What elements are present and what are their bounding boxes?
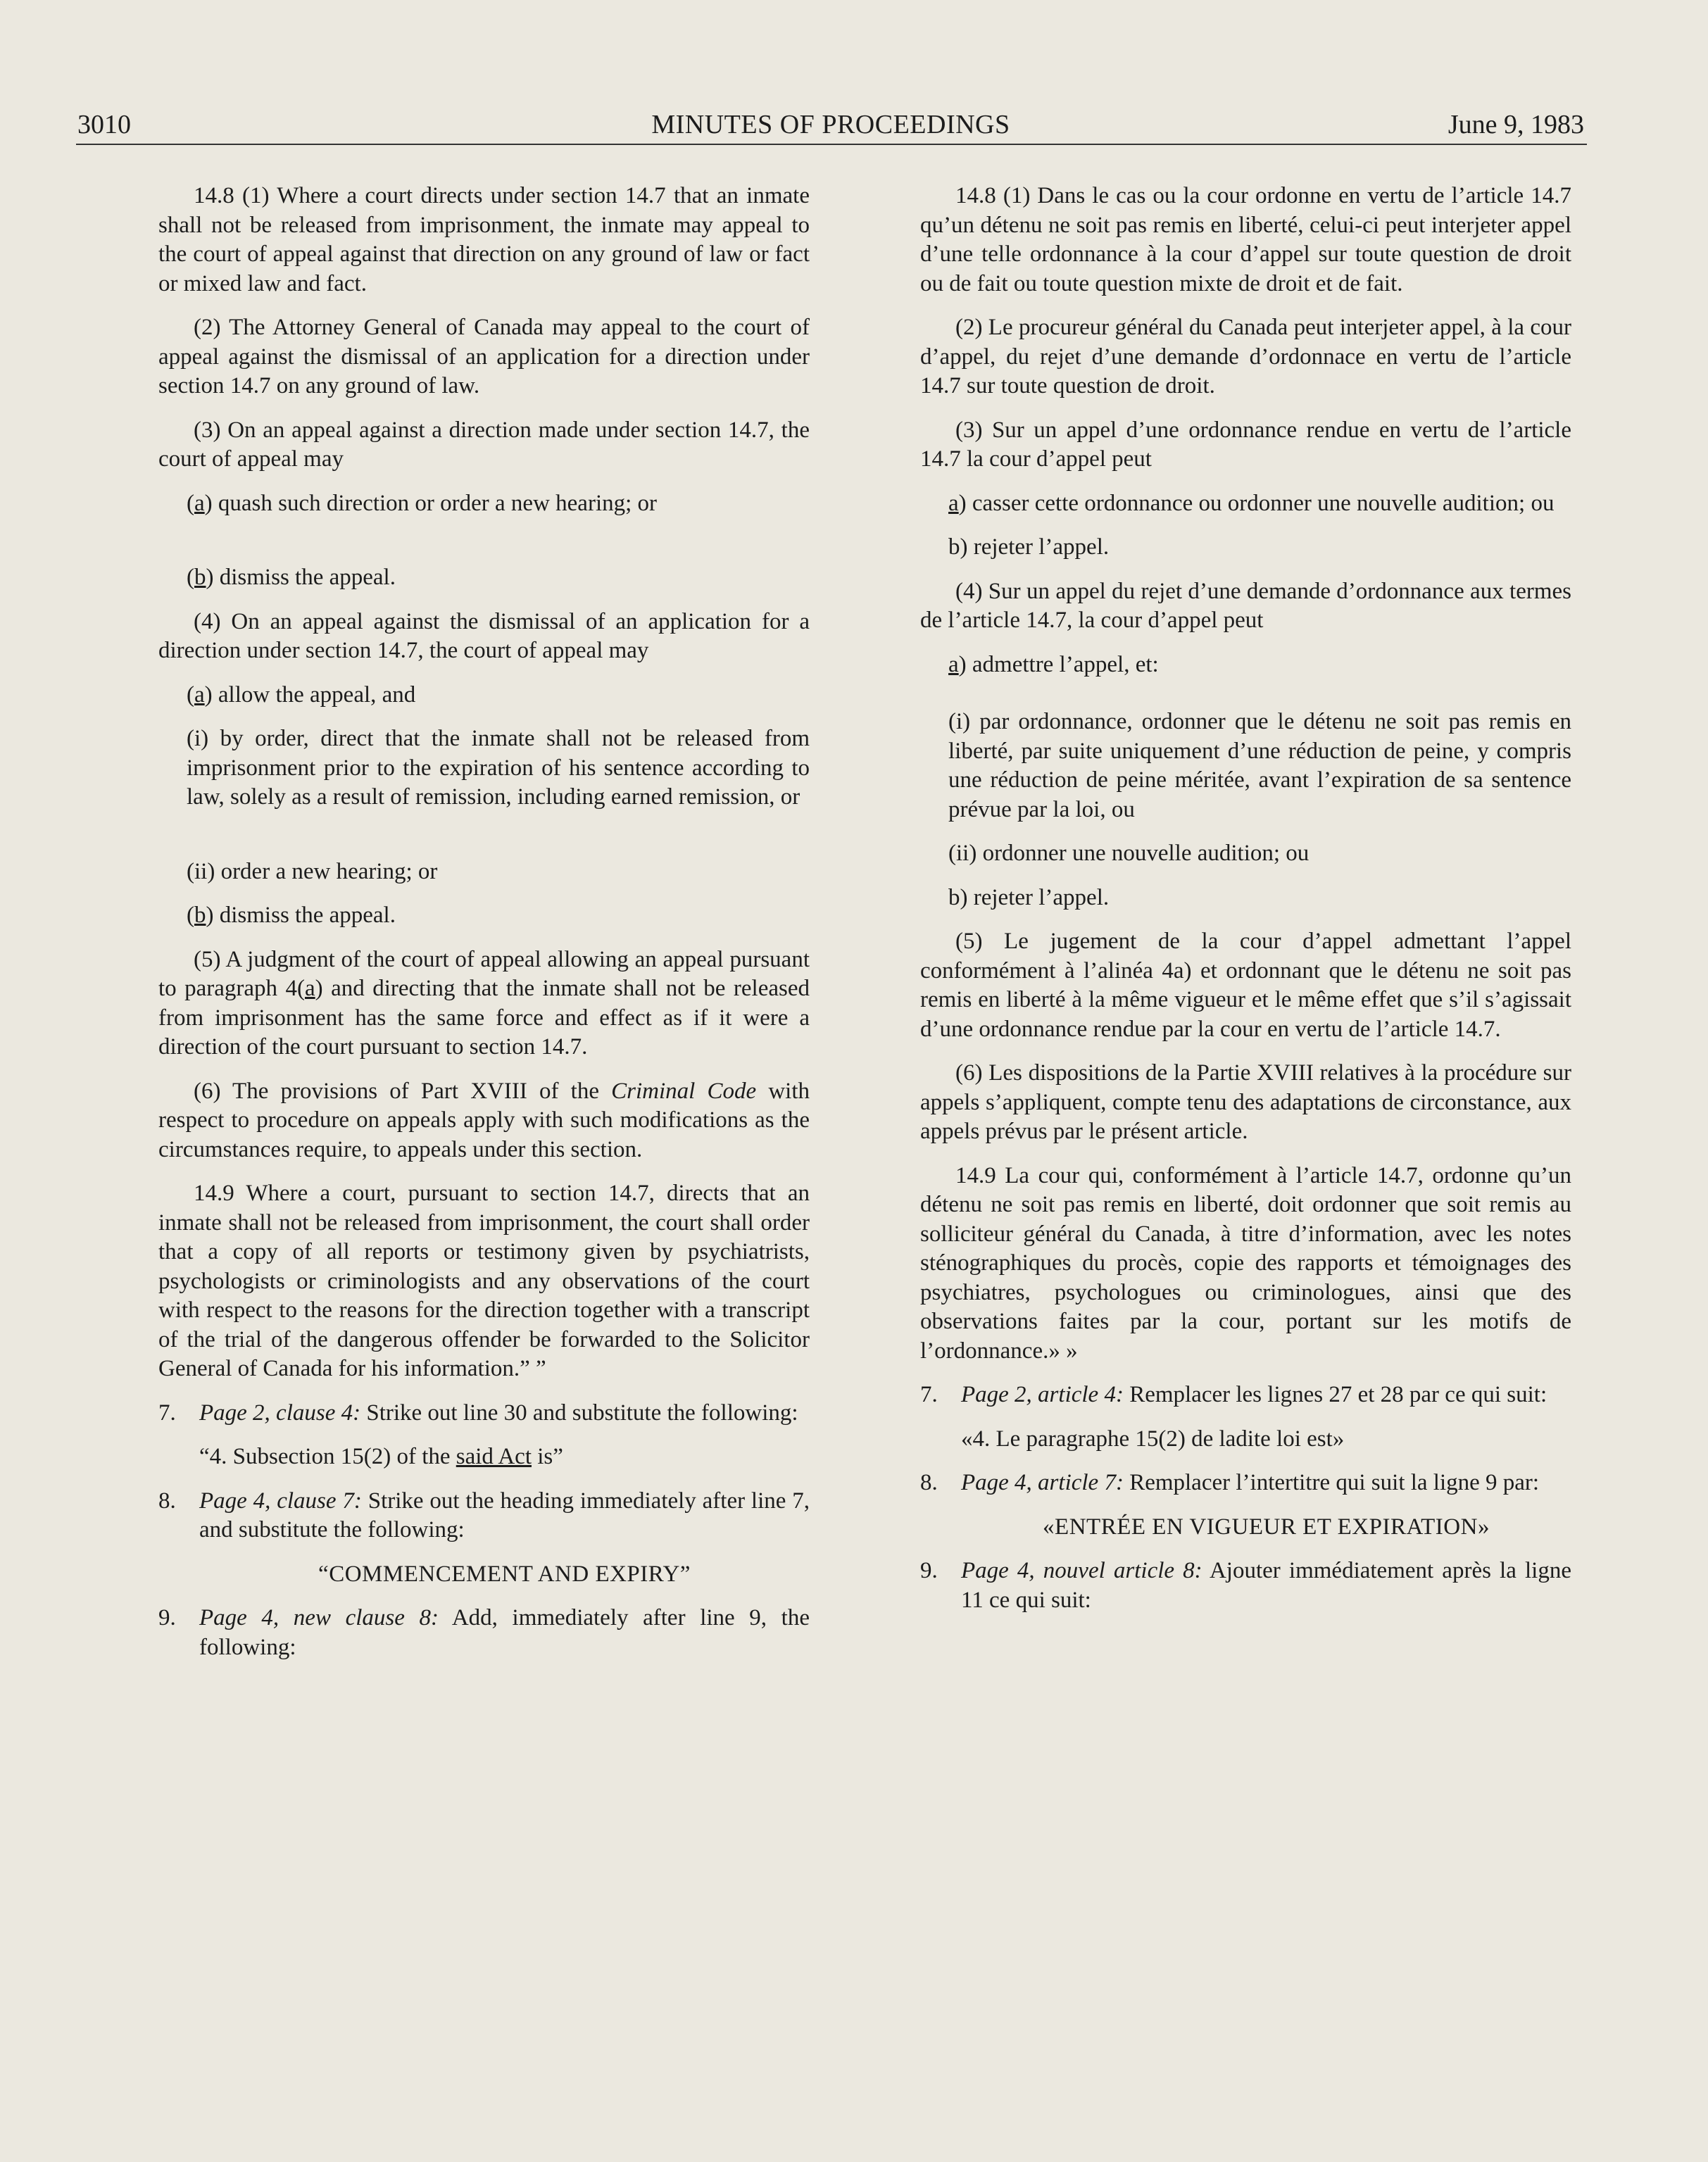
item-number: 8. xyxy=(158,1488,176,1514)
paragraph-4a: (a) allow the appeal, and xyxy=(187,681,416,708)
article-14-8-2: (2) Le procureur général du Canada peut interjeter appel, à la cour d’appel, du rejet d’une demande d’ordonnace en vertu de l’article 14.7 sur toute question de droit. xyxy=(920,315,1571,398)
article-14-9: 14.9 La cour qui, conformément à l’article 14.7, ordonne qu’un détenu ne soit pas remis en liberté, doit ordonner que soit remis au solliciteur général du Canada, à titre d’information, avec les notes sténographiques du procès, copie des rapports et témoignages des psychiatres, psychologues ou criminologues, ainsi que des observations faites par la cour, portant sur les motifs de l’ordonnance.» » xyxy=(920,1162,1571,1364)
item-text: Strike out the heading immediately after line 7, and substitute the following: xyxy=(199,1488,810,1542)
paragraph-letter: b xyxy=(194,565,206,590)
paragraph-text: quash such direction or order a new hearing; or xyxy=(212,490,658,516)
item-8-heading: “COMMENCEMENT AND EXPIRY” xyxy=(318,1561,691,1587)
french-column xyxy=(920,182,1571,1630)
item-reference: Page 2, article 4: xyxy=(961,1382,1124,1407)
text-part: “4. Subsection 15(2) of the xyxy=(199,1444,456,1469)
article-14-8-5: (5) Le jugement de la cour d’appel admettant l’appel conformément à l’alinéa 4a) et ordonnant que le détenu ne soit pas remis en liberté à la même vigueur et le même effet que s’il s’agissait d’une ordonnance rendue par la cour en vertu de l’article 14.7. xyxy=(920,929,1571,1042)
paragraph-text: ) admettre l’appel, et: xyxy=(958,651,1159,677)
amendment-item-8 xyxy=(158,1487,810,1545)
paragraph-text: allow the appeal, and xyxy=(212,681,416,708)
section-14-8-5 xyxy=(158,945,810,1062)
article-14-8-4: (4) Sur un appel du rejet d’une demande d’ordonnance aux termes de l’article 14.7, la cour d’appel peut xyxy=(920,578,1571,633)
text-part: is” xyxy=(532,1444,563,1469)
paragraph-letter: a xyxy=(194,681,205,708)
item-number: 7. xyxy=(920,1382,938,1407)
article-14-8-3: (3) Sur un appel d’une ordonnance rendue en vertu de l’article 14.7 la cour d’appel peut xyxy=(920,417,1571,472)
item-7-quote xyxy=(158,1443,810,1472)
alinea-4b: b) rejeter l’appel. xyxy=(948,884,1110,910)
header-rule xyxy=(76,144,1587,145)
subparagraph-4a-ii: (ii) order a new hearing; or xyxy=(187,858,438,884)
paragraph-text: dismiss the appeal. xyxy=(213,903,396,928)
paragraph-3a: (a) quash such direction or order a new hearing; or xyxy=(187,490,658,516)
paragraph-text: dismiss the appeal. xyxy=(213,565,396,590)
paragraph-letter: a xyxy=(194,490,205,516)
section-14-8-2: (2) The Attorney General of Canada may appeal to the court of appeal against the dismissal of an application for a direction under section 14.7 on any ground of law. xyxy=(158,315,810,398)
item-reference: Page 4, clause 7: xyxy=(199,1488,362,1514)
item-number: 9. xyxy=(920,1558,938,1583)
paragraph-4b: (b) dismiss the appeal. xyxy=(187,903,396,928)
article-14-8-1: 14.8 (1) Dans le cas ou la cour ordonne en vertu de l’article 14.7 qu’un détenu ne soit pas remis en liberté, celui-ci peut interjeter appel d’une telle ordonnance à la cour d’appel sur toute question de droit ou de fait ou toute question mixte de droit et de fait. xyxy=(920,183,1571,296)
item-number: 8. xyxy=(920,1470,938,1495)
item-text: Ajouter immédiatement après la ligne 11 ce qui suit: xyxy=(961,1558,1571,1613)
section-14-8-1: 14.8 (1) Where a court directs under section 14.7 that an inmate shall not be released from imprisonment, the inmate may appeal to the court of appeal against that direction on any ground of law or fact or mixed law and fact. xyxy=(158,183,810,296)
item-text: Remplacer l’intertitre qui suit la ligne 9 par: xyxy=(1123,1470,1540,1495)
sous-alinea-4a-ii: (ii) ordonner une nouvelle audition; ou xyxy=(948,841,1310,866)
item-7-quote: «4. Le paragraphe 15(2) de ladite loi est» xyxy=(961,1426,1345,1452)
sous-alinea-4a-i: (i) par ordonnance, ordonner que le détenu ne soit pas remis en liberté, par suite uniquement d’une réduction de peine, y compris une réduction de peine méritée, avant l’expiration de sa sentence prévue par la loi, ou xyxy=(948,709,1571,822)
alinea-4a xyxy=(920,651,1571,680)
alinea-3a xyxy=(920,489,1571,519)
article-14-8-6: (6) Les dispositions de la Partie XVIII relatives à la procédure sur appels s’appliquent, compte tenu des adaptations de circonstance, aux appels prévus par le présent article. xyxy=(920,1060,1571,1144)
subparagraph-4a-i: (i) by order, direct that the inmate shall not be released from imprisonment prior to the expiration of his sentence according to law, solely as a result of remission, including earned remission, or xyxy=(187,726,810,810)
text-part: (6) The provisions of Part XVIII of the xyxy=(194,1078,612,1104)
page-number: 3010 xyxy=(77,110,131,139)
item-8-heading: «ENTRÉE EN VIGUEUR ET EXPIRATION» xyxy=(1043,1514,1490,1540)
item-text: Add, immediately after line 9, the following: xyxy=(199,1605,810,1660)
paragraph-letter: a xyxy=(948,651,959,677)
text-part: with respect to procedure on appeals apply with such modifications as the circumstances require, to appeals under this section. xyxy=(158,1078,810,1162)
alinea-3b: b) rejeter l’appel. xyxy=(948,534,1110,560)
item-reference: Page 4, new clause 8: xyxy=(199,1605,439,1630)
amendment-item-7 xyxy=(158,1399,810,1428)
italic-text: Criminal Code xyxy=(611,1078,757,1104)
text-part: ) and directing that the inmate shall not be released from imprisonment has the same force and effect as if it were a direction of the court pursuant to section 14.7. xyxy=(158,976,810,1060)
paragraph-text: ) casser cette ordonnance ou ordonner une nouvelle audition; ou xyxy=(958,490,1555,516)
underlined-text: said Act xyxy=(456,1444,532,1469)
paragraph-letter: a xyxy=(305,976,315,1001)
modification-item-9 xyxy=(920,1557,1571,1615)
header-date: June 9, 1983 xyxy=(1448,110,1584,139)
item-text: Remplacer les lignes 27 et 28 par ce qui suit: xyxy=(1123,1382,1547,1407)
item-number: 7. xyxy=(158,1400,176,1426)
paragraph-3b: (b) dismiss the appeal. xyxy=(187,565,396,590)
item-number: 9. xyxy=(158,1605,176,1630)
modification-item-7 xyxy=(920,1381,1571,1410)
text-part: (5) A judgment of the court of appeal allowing an appeal pursuant to paragraph 4( xyxy=(158,946,810,1001)
item-reference: Page 4, article 7: xyxy=(961,1470,1124,1495)
paragraph-letter: a xyxy=(948,490,959,516)
modification-item-8 xyxy=(920,1469,1571,1498)
header-title: MINUTES OF PROCEEDINGS xyxy=(651,110,1010,139)
english-column xyxy=(158,182,810,1677)
page-header xyxy=(77,109,1584,146)
amendment-item-9 xyxy=(158,1604,810,1662)
item-reference: Page 2, clause 4: xyxy=(199,1400,361,1426)
item-reference: Page 4, nouvel article 8: xyxy=(961,1558,1202,1583)
item-text: Strike out line 30 and substitute the following: xyxy=(360,1400,798,1426)
section-14-8-6 xyxy=(158,1077,810,1165)
section-14-8-4: (4) On an appeal against the dismissal of an application for a direction under section 14.7, the court of appeal may xyxy=(158,608,810,663)
section-14-9: 14.9 Where a court, pursuant to section 14.7, directs that an inmate shall not be released from imprisonment, the court shall order that a copy of all reports or testimony given by psychiatrists, psychologists or criminologists and any observations of the court with respect to the reasons for the direction together with a transcript of the trial of the dangerous offender be forwarded to the Solicitor General of Canada for his information.” ” xyxy=(158,1181,810,1381)
section-14-8-3: (3) On an appeal against a direction made under section 14.7, the court of appeal may xyxy=(158,417,810,472)
paragraph-letter: b xyxy=(194,903,206,928)
